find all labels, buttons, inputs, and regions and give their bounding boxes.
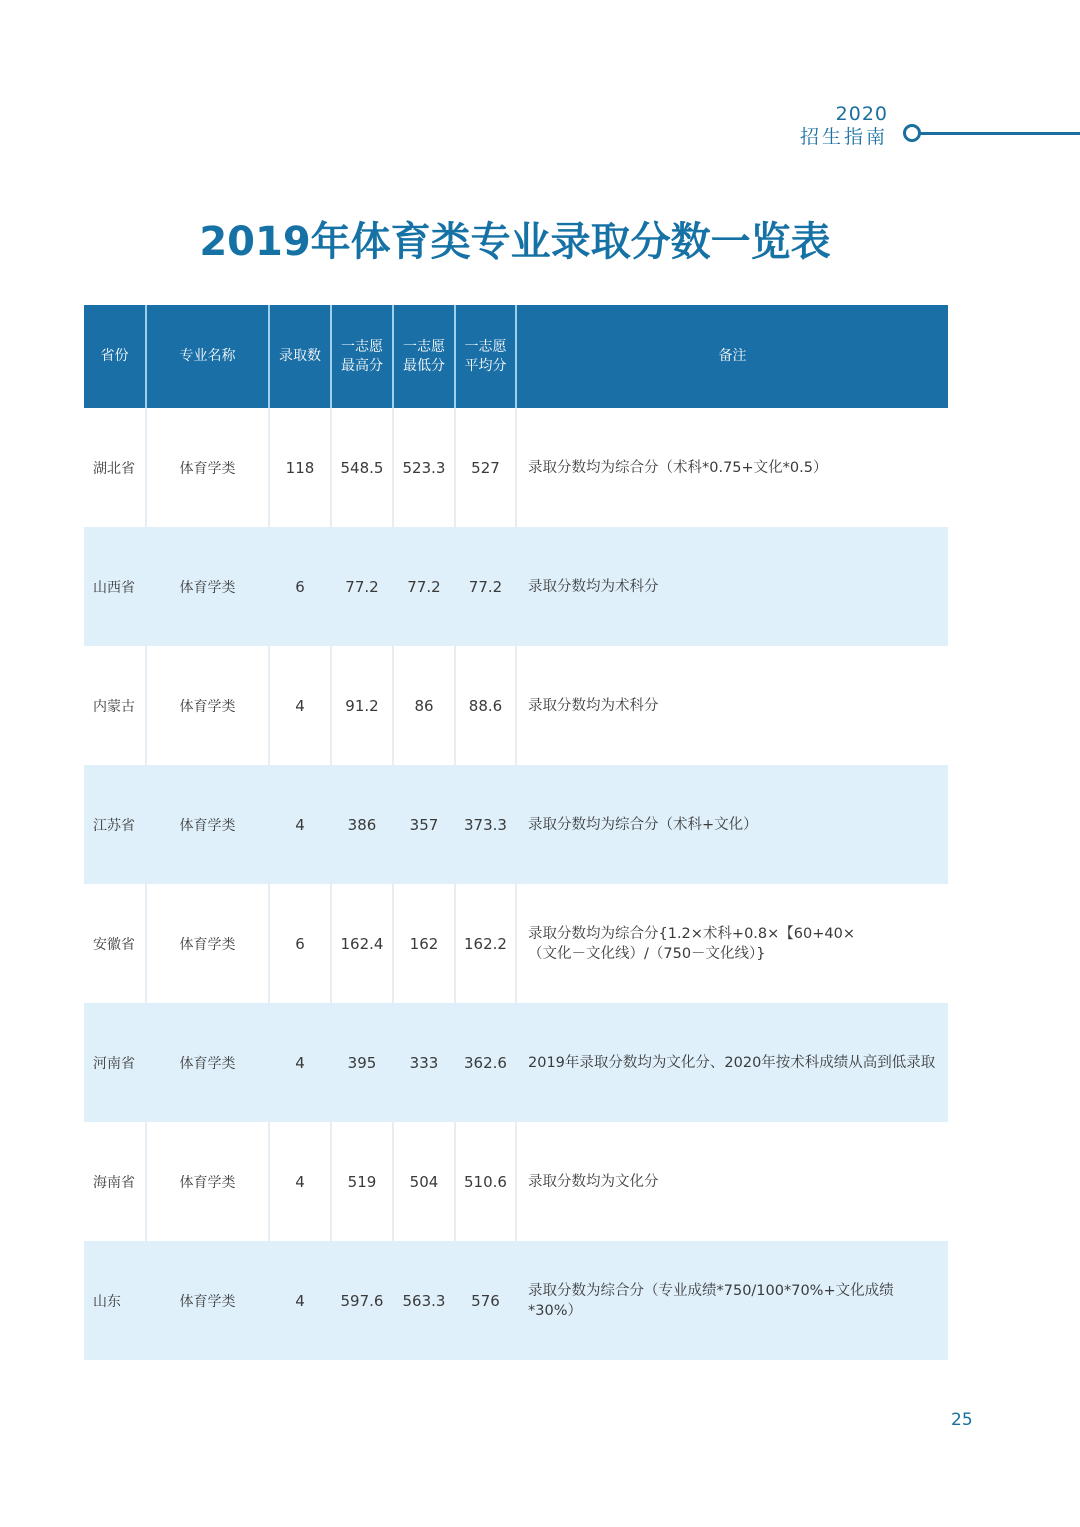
cell-count: 4: [269, 1241, 331, 1360]
cell-major: 体育学类: [146, 1241, 269, 1360]
cell-note: 录取分数均为综合分{1.2×术科+0.8×【60+40× （文化－文化线）/（750－文化线）}: [516, 884, 948, 1003]
cell-province: 山东: [84, 1241, 146, 1360]
cell-avg-score: 77.2: [455, 527, 516, 646]
column-header-min-score: 一志愿 最低分: [393, 305, 455, 408]
cell-major: 体育学类: [146, 884, 269, 1003]
table-row: [84, 1122, 948, 1241]
cell-province: 山西省: [84, 527, 146, 646]
table-row: [84, 646, 948, 765]
page-title: 2019年体育类专业录取分数一览表: [199, 219, 831, 265]
cell-min-score: 504: [393, 1122, 455, 1241]
cell-major: 体育学类: [146, 408, 269, 527]
cell-min-score: 333: [393, 1003, 455, 1122]
table-row: [84, 408, 948, 527]
cell-province: 海南省: [84, 1122, 146, 1241]
cell-min-score: 162: [393, 884, 455, 1003]
cell-avg-score: 576: [455, 1241, 516, 1360]
cell-min-score: 77.2: [393, 527, 455, 646]
cell-major: 体育学类: [146, 765, 269, 884]
brand-label: [800, 103, 888, 149]
cell-note: 录取分数均为术科分: [516, 646, 948, 765]
cell-min-score: 86: [393, 646, 455, 765]
table-row: [84, 765, 948, 884]
cell-major: 体育学类: [146, 646, 269, 765]
cell-major: 体育学类: [146, 527, 269, 646]
cell-note: 录取分数为综合分（专业成绩*750/100*70%+文化成绩*30%）: [516, 1241, 948, 1360]
page-number: 25: [951, 1410, 973, 1430]
cell-max-score: 597.6: [331, 1241, 393, 1360]
cell-major: 体育学类: [146, 1003, 269, 1122]
cell-count: 4: [269, 1122, 331, 1241]
cell-min-score: 523.3: [393, 408, 455, 527]
column-header-count: 录取数: [269, 305, 331, 408]
admission-score-table: [84, 305, 948, 1360]
cell-major: 体育学类: [146, 1122, 269, 1241]
cell-note: 录取分数均为文化分: [516, 1122, 948, 1241]
cell-max-score: 91.2: [331, 646, 393, 765]
cell-max-score: 548.5: [331, 408, 393, 527]
cell-avg-score: 88.6: [455, 646, 516, 765]
cell-note: 录取分数均为术科分: [516, 527, 948, 646]
cell-province: 安徽省: [84, 884, 146, 1003]
cell-avg-score: 510.6: [455, 1122, 516, 1241]
cell-min-score: 563.3: [393, 1241, 455, 1360]
column-header-max-score: 一志愿 最高分: [331, 305, 393, 408]
cell-province: 湖北省: [84, 408, 146, 527]
table-header-row: [84, 305, 948, 408]
cell-avg-score: 162.2: [455, 884, 516, 1003]
table-row: [84, 527, 948, 646]
cell-count: 4: [269, 646, 331, 765]
cell-note: 2019年录取分数均为文化分、2020年按术科成绩从高到低录取: [516, 1003, 948, 1122]
cell-max-score: 386: [331, 765, 393, 884]
cell-max-score: 519: [331, 1122, 393, 1241]
cell-note: 录取分数均为综合分（术科+文化）: [516, 765, 948, 884]
brand-guide-name: 招生指南: [799, 126, 888, 148]
column-header-major: 专业名称: [146, 305, 269, 408]
column-header-avg-score: 一志愿 平均分: [455, 305, 516, 408]
cell-province: 河南省: [84, 1003, 146, 1122]
cell-count: 4: [269, 765, 331, 884]
table-row: [84, 1241, 948, 1360]
cell-note: 录取分数均为综合分（术科*0.75+文化*0.5）: [516, 408, 948, 527]
cell-count: 118: [269, 408, 331, 527]
cell-max-score: 162.4: [331, 884, 393, 1003]
brand-year: 2020: [835, 103, 888, 125]
column-header-province: 省份: [84, 305, 146, 408]
cell-count: 6: [269, 884, 331, 1003]
cell-min-score: 357: [393, 765, 455, 884]
table-row: [84, 1003, 948, 1122]
cell-avg-score: 527: [455, 408, 516, 527]
cell-province: 江苏省: [84, 765, 146, 884]
cell-avg-score: 362.6: [455, 1003, 516, 1122]
column-header-note: 备注: [516, 305, 948, 408]
table-row: [84, 884, 948, 1003]
cell-province: 内蒙古: [84, 646, 146, 765]
cell-count: 4: [269, 1003, 331, 1122]
cell-max-score: 77.2: [331, 527, 393, 646]
brand-divider-line: [918, 132, 1080, 135]
brand-circle-icon: [903, 124, 921, 142]
cell-max-score: 395: [331, 1003, 393, 1122]
cell-count: 6: [269, 527, 331, 646]
cell-avg-score: 373.3: [455, 765, 516, 884]
